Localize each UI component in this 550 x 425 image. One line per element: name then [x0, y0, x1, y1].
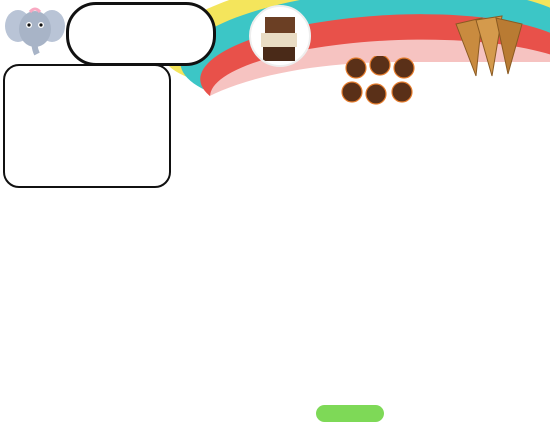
pretzel-image [340, 56, 422, 112]
page-title [66, 2, 216, 66]
contact-button[interactable] [316, 405, 384, 422]
info-box [3, 64, 171, 188]
nuts-image [452, 10, 524, 78]
brand-logo [4, 4, 66, 64]
fudge-block [209, 82, 333, 85]
fudge-image [249, 5, 311, 67]
nuts-block [424, 86, 550, 88]
pretzels-block [318, 4, 438, 6]
